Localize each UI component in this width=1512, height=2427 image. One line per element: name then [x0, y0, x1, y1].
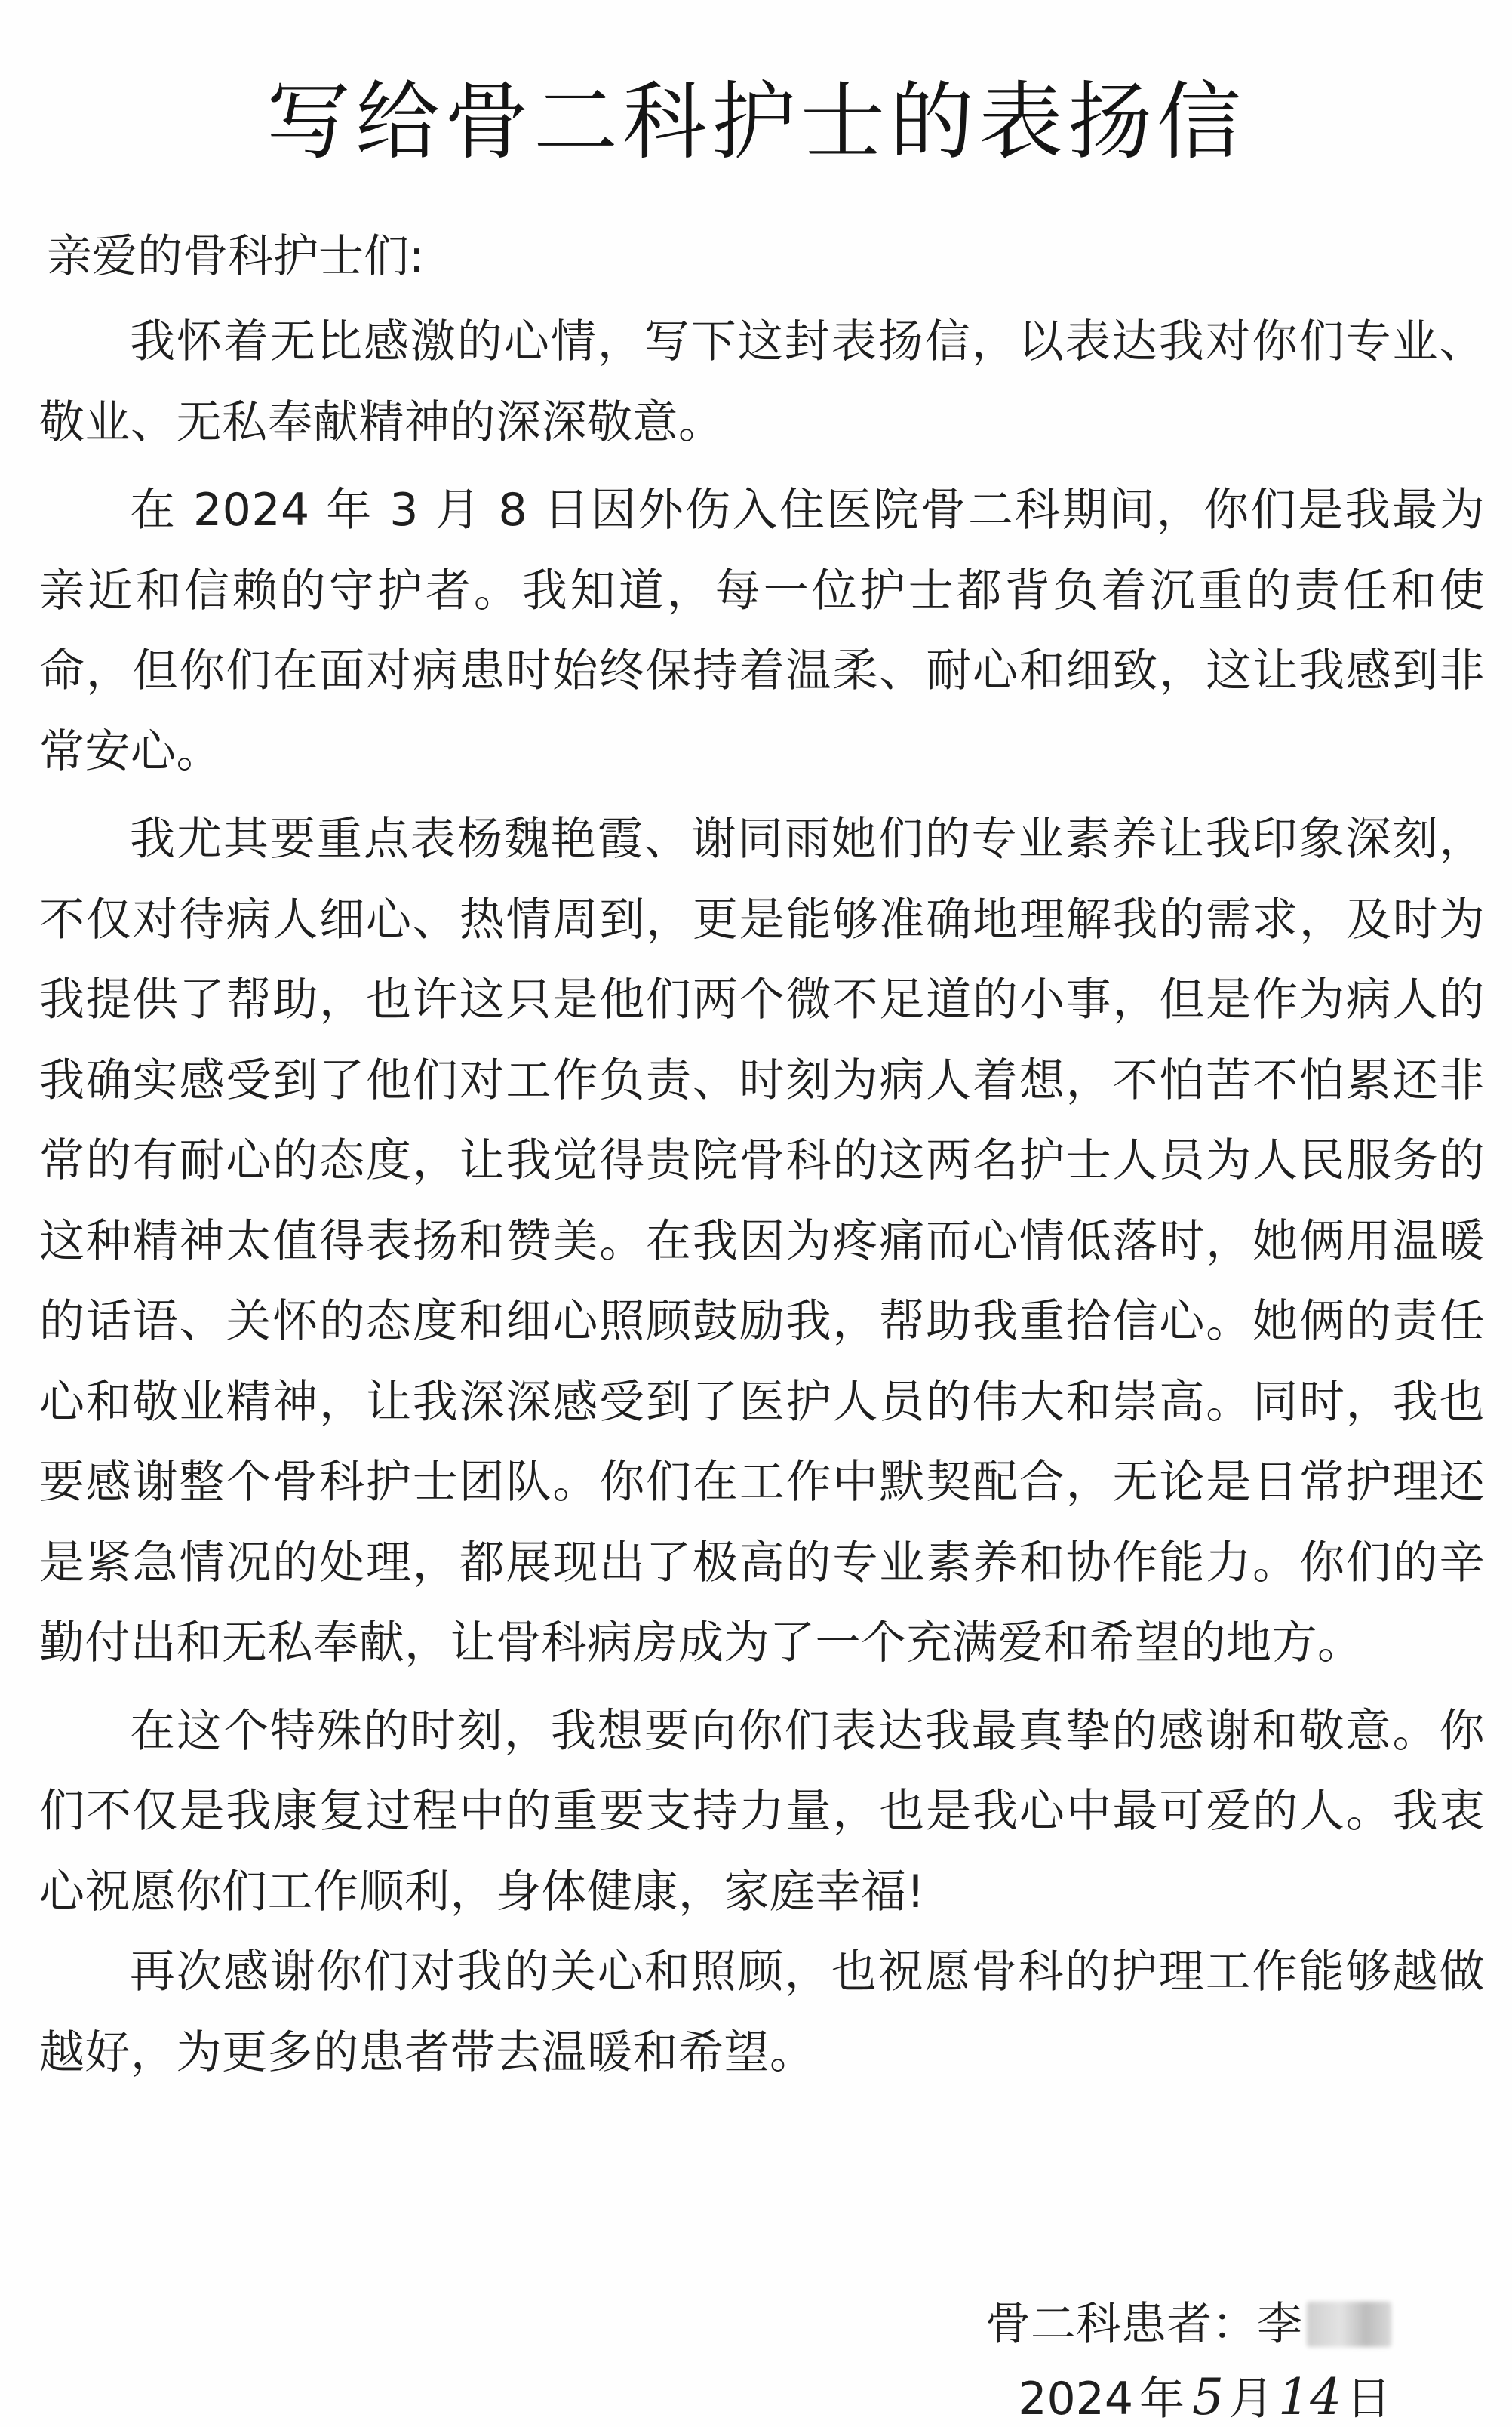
- signature-date: [1015, 2368, 1391, 2426]
- date-day: 14: [1278, 2368, 1341, 2426]
- letter-title: 写给骨二科护士的表扬信: [266, 73, 1246, 171]
- paragraph-1: 我怀着无比感激的心情，写下这封表扬信，以表达我对你们专业、敬业、无私奉献精神的深深敬意。: [39, 315, 1485, 449]
- salutation: 亲爱的骨科护士们:: [47, 230, 425, 283]
- date-month-unit: 月: [1228, 2373, 1274, 2425]
- date-year-unit: 年: [1139, 2373, 1185, 2425]
- signature-surname: 李: [1257, 2298, 1302, 2351]
- date-day-unit: 日: [1346, 2373, 1391, 2425]
- paragraph-4: 在这个特殊的时刻，我想要向你们表达我最真挚的感谢和敬意。你们不仅是我康复过程中的重要支持力量，也是我心中最可爱的人。我衷心祝愿你们工作顺利，身体健康，家庭幸福!: [39, 1704, 1485, 1918]
- date-year: 2024: [1018, 2373, 1134, 2425]
- signature-label: 骨二科患者：: [985, 2298, 1257, 2351]
- paragraph-3: 我尤其要重点表杨魏艳霞、谢同雨她们的专业素养让我印象深刻，不仅对待病人细心、热情周到，更是能够准确地理解我的需求，及时为我提供了帮助，也许这只是他们两个微不足道的小事，但是作为病人的我确实感受到了他们对工作负责、时刻为病人着想，不怕苦不怕累还非常的有耐心的态度，让我觉得贵院骨科的这两名护士人员为人民服务的这种精神太值得表扬和赞美。在我因为疼痛而心情低落时，她俩用温暖的话语、关怀的态度和细心照顾鼓励我，帮助我重拾信心。她俩的责任心和敬业精神，让我深深感受到了医护人员的伟大和崇高。同时，我也要感谢整个骨科护士团队。你们在工作中默契配合，无论是日常护理还是紧急情况的处理，都展现出了极高的专业素养和协作能力。你们的辛勤付出和无私奉献，让骨科病房成为了一个充满爱和希望的地方。: [39, 813, 1485, 1669]
- paragraph-2: 在 2024 年 3 月 8 日因外伤入住医院骨二科期间，你们是我最为亲近和信赖的守护者。我知道，每一位护士都背负着沉重的责任和使命，但你们在面对病患时始终保持着温柔、耐心和细致，这让我感到非常安心。: [39, 484, 1485, 778]
- paragraph-5: 再次感谢你们对我的关心和照顾，也祝愿骨科的护理工作能够越做越好，为更多的患者带去温暖和希望。: [39, 1946, 1485, 2079]
- date-month: 5: [1192, 2368, 1225, 2426]
- signature-line: [985, 2294, 1391, 2355]
- letter-body: [39, 302, 1485, 2093]
- redacted-name: [1307, 2302, 1391, 2347]
